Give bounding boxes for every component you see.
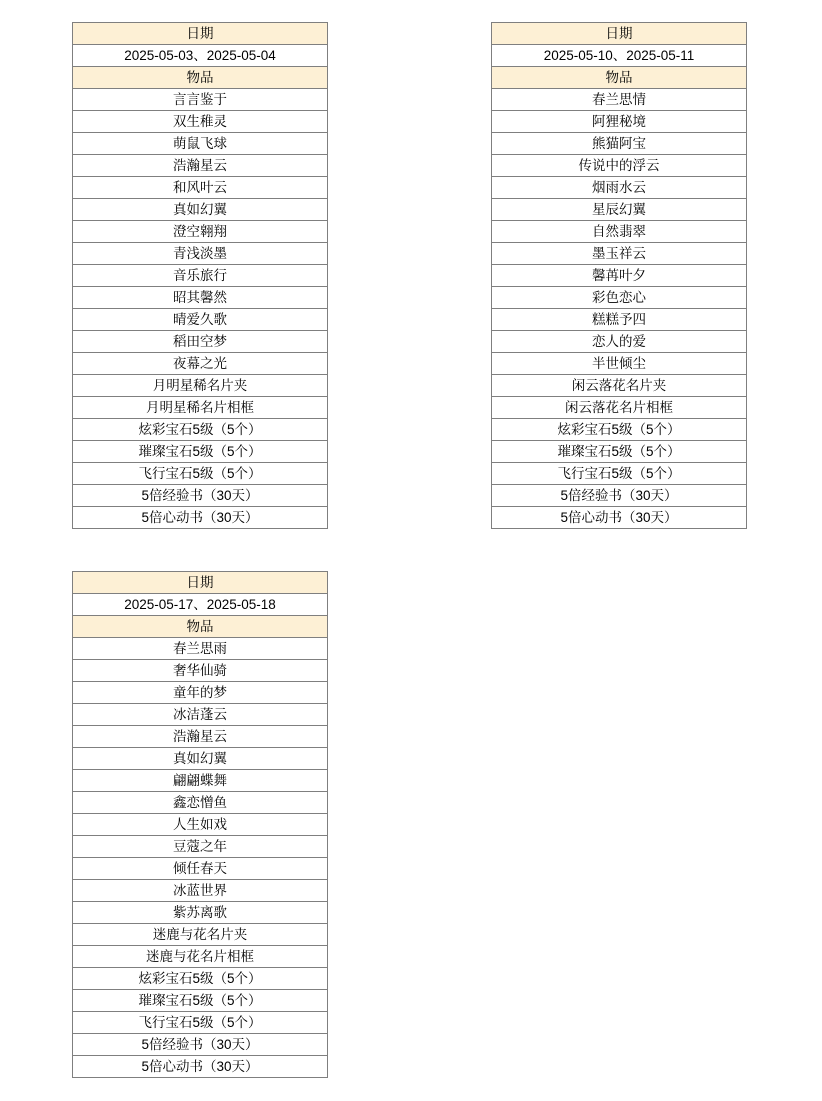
table-week-1 [72,22,328,529]
table-row [492,221,747,243]
table-row [73,243,328,265]
item-cell: 墨玉祥云 [492,243,747,265]
item-cell: 人生如戏 [73,814,328,836]
item-cell: 飞行宝石5级（5个） [73,463,328,485]
item-cell: 星辰幻翼 [492,199,747,221]
table-row [492,133,747,155]
item-cell: 浩瀚星云 [73,155,328,177]
table-row [73,287,328,309]
item-cell: 冰蓝世界 [73,880,328,902]
item-cell: 倾任春天 [73,858,328,880]
table-body [492,23,747,529]
item-cell: 豆蔻之年 [73,836,328,858]
table-body [73,23,328,529]
table-row [492,265,747,287]
item-cell: 闲云落花名片相框 [492,397,747,419]
date-header-cell: 日期 [73,572,328,594]
date-value-cell: 2025-05-10、2025-05-11 [492,45,747,67]
table-row [73,726,328,748]
item-cell: 炫彩宝石5级（5个） [492,419,747,441]
table-row [73,331,328,353]
table-row [73,507,328,529]
table-row [73,858,328,880]
table-row [73,902,328,924]
table-body [73,572,328,1078]
items-header-cell: 物品 [492,67,747,89]
item-cell: 夜幕之光 [73,353,328,375]
table-row [492,111,747,133]
date-header-cell: 日期 [73,23,328,45]
table-row [73,89,328,111]
item-cell: 馨苒叶夕 [492,265,747,287]
table-row [73,265,328,287]
item-cell: 传说中的浮云 [492,155,747,177]
item-cell: 炫彩宝石5级（5个） [73,419,328,441]
table-row [73,397,328,419]
item-cell: 双生稚灵 [73,111,328,133]
item-cell: 自然翡翠 [492,221,747,243]
table-row [73,353,328,375]
item-cell: 迷鹿与花名片相框 [73,946,328,968]
item-cell: 澄空翱翔 [73,221,328,243]
table-row [73,990,328,1012]
table-row [73,836,328,858]
date-header-row [492,23,747,45]
item-cell: 5倍心动书（30天） [73,1056,328,1078]
table-row [73,133,328,155]
item-cell: 月明星稀名片夹 [73,375,328,397]
item-cell: 熊猫阿宝 [492,133,747,155]
table-row [73,1056,328,1078]
item-cell: 音乐旅行 [73,265,328,287]
table-row [73,45,328,67]
item-cell: 稻田空梦 [73,331,328,353]
table-week-3 [72,571,328,1078]
table-row [73,880,328,902]
items-header-row [492,67,747,89]
item-cell: 5倍经验书（30天） [492,485,747,507]
table-row [73,419,328,441]
table-row [492,155,747,177]
date-value-cell: 2025-05-03、2025-05-04 [73,45,328,67]
item-cell: 奢华仙骑 [73,660,328,682]
table-row [73,792,328,814]
table-row [73,748,328,770]
item-cell: 5倍心动书（30天） [73,507,328,529]
item-cell: 糕糕予四 [492,309,747,331]
item-cell: 阿狸秘境 [492,111,747,133]
table-row [73,111,328,133]
item-cell: 闲云落花名片夹 [492,375,747,397]
date-header-row [73,572,328,594]
item-cell: 昭其馨然 [73,287,328,309]
table-row [73,309,328,331]
table-row [73,924,328,946]
date-header-cell: 日期 [492,23,747,45]
table-row [492,287,747,309]
table-row [492,463,747,485]
item-cell: 和风叶云 [73,177,328,199]
item-cell: 炫彩宝石5级（5个） [73,968,328,990]
table-row [492,89,747,111]
table-row [73,221,328,243]
table-row [73,946,328,968]
items-header-cell: 物品 [73,67,328,89]
table-row [73,177,328,199]
table-row [73,770,328,792]
item-cell: 春兰思情 [492,89,747,111]
item-cell: 恋人的爱 [492,331,747,353]
table-row [73,1034,328,1056]
item-cell: 翩翩蝶舞 [73,770,328,792]
table-row [73,682,328,704]
table-row [73,463,328,485]
table-row [73,441,328,463]
table-row [492,45,747,67]
item-cell: 紫苏离歌 [73,902,328,924]
item-cell: 青浅淡墨 [73,243,328,265]
table-row [73,594,328,616]
item-cell: 真如幻翼 [73,199,328,221]
item-cell: 月明星稀名片相框 [73,397,328,419]
item-cell: 璀璨宝石5级（5个） [73,990,328,1012]
item-cell: 5倍心动书（30天） [492,507,747,529]
item-cell: 5倍经验书（30天） [73,1034,328,1056]
table-row [73,485,328,507]
item-cell: 春兰思雨 [73,638,328,660]
table-row [73,199,328,221]
table-row [492,441,747,463]
table-row [492,243,747,265]
item-cell: 5倍经验书（30天） [73,485,328,507]
item-cell: 鑫恋憎鱼 [73,792,328,814]
table-row [73,814,328,836]
table-row [492,397,747,419]
item-cell: 半世倾尘 [492,353,747,375]
date-value-cell: 2025-05-17、2025-05-18 [73,594,328,616]
table-row [492,485,747,507]
item-cell: 飞行宝石5级（5个） [492,463,747,485]
table-row [73,638,328,660]
table-row [492,353,747,375]
item-cell: 飞行宝石5级（5个） [73,1012,328,1034]
table-row [492,331,747,353]
item-cell: 冰洁蓬云 [73,704,328,726]
table-row [492,199,747,221]
item-cell: 璀璨宝石5级（5个） [73,441,328,463]
item-cell: 烟雨水云 [492,177,747,199]
table-row [73,968,328,990]
table-row [73,660,328,682]
table-row [73,375,328,397]
item-cell: 晴爱久歌 [73,309,328,331]
table-row [492,177,747,199]
table-row [492,507,747,529]
table-row [492,309,747,331]
date-header-row [73,23,328,45]
items-header-row [73,616,328,638]
item-cell: 真如幻翼 [73,748,328,770]
item-cell: 言言鉴于 [73,89,328,111]
table-week-2 [491,22,747,529]
item-cell: 浩瀚星云 [73,726,328,748]
table-row [73,155,328,177]
items-header-row [73,67,328,89]
table-row [492,375,747,397]
items-header-cell: 物品 [73,616,328,638]
table-row [492,419,747,441]
table-row [73,704,328,726]
item-cell: 璀璨宝石5级（5个） [492,441,747,463]
item-cell: 萌鼠飞球 [73,133,328,155]
item-cell: 彩色恋心 [492,287,747,309]
table-row [73,1012,328,1034]
item-cell: 迷鹿与花名片夹 [73,924,328,946]
item-cell: 童年的梦 [73,682,328,704]
